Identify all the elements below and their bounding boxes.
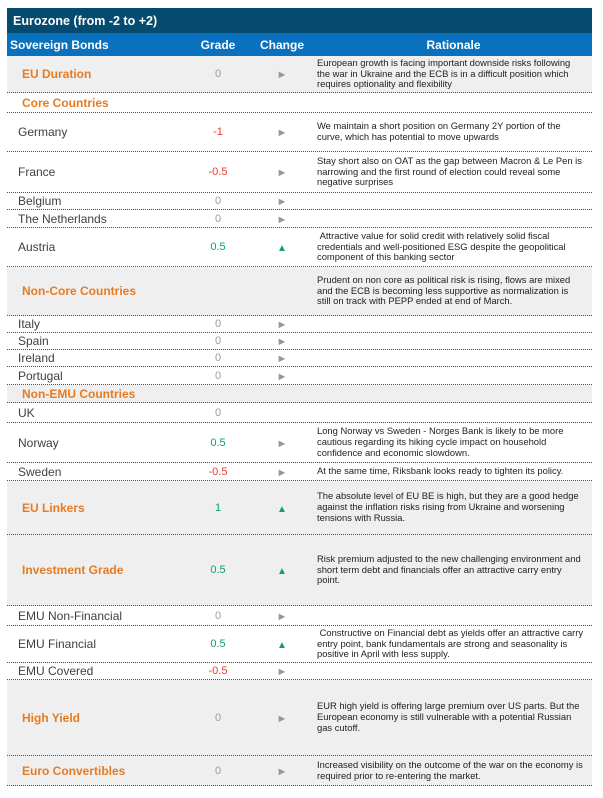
table-row-emu-non-financial <box>7 606 592 626</box>
grade-value: 0 <box>214 335 222 347</box>
right-arrow-icon: ► <box>276 712 288 725</box>
change-cell <box>249 194 315 208</box>
row-label: Austria <box>18 240 56 254</box>
column-header-change: Change <box>259 37 304 52</box>
rationale-text: European growth is facing important downside risks following the war in Ukraine and the ECB is in a difficult position which requires optionality and flexibility <box>317 56 571 90</box>
table-row-belgium <box>7 193 592 210</box>
table-row-spain <box>7 333 592 350</box>
grade-value: 0 <box>214 352 222 364</box>
grade-value: 0.5 <box>210 638 226 650</box>
row-label: Sweden <box>18 464 62 479</box>
right-arrow-icon: ► <box>276 69 288 81</box>
right-arrow-icon: ► <box>276 437 288 450</box>
up-arrow-icon: ▲ <box>277 503 287 515</box>
table-row-norway <box>7 423 592 463</box>
bond-grades-table <box>7 8 592 786</box>
change-cell <box>249 212 315 226</box>
grade-value: 0 <box>214 406 222 419</box>
row-label: EMU Non-Financial <box>18 608 123 623</box>
row-label: Ireland <box>18 351 55 365</box>
rationale-text: Prudent on non core as political risk is rising, flows are mixed and the ECB is becoming less supportive as normalization is still on track with PEPP ended at end of March. <box>317 273 571 307</box>
grade-value: 0 <box>214 711 222 724</box>
table-row-austria <box>7 228 592 267</box>
change-cell <box>249 317 315 331</box>
row-label: The Netherlands <box>18 211 107 226</box>
change-cell <box>249 67 315 81</box>
right-arrow-icon: ► <box>276 370 288 383</box>
right-arrow-icon: ► <box>276 127 288 139</box>
section-label: Non-Core Countries <box>22 284 136 298</box>
section-row-non-core-countries <box>7 267 592 316</box>
grade-value: -0.5 <box>208 465 228 478</box>
right-arrow-icon: ► <box>276 466 288 479</box>
row-label: EU Duration <box>22 67 92 81</box>
rationale-text <box>315 374 592 378</box>
table-row-ireland <box>7 350 592 367</box>
row-label: Portugal <box>18 368 63 383</box>
table-row-germany <box>7 113 592 152</box>
column-header-sovereign-bonds: Sovereign Bonds <box>10 37 109 52</box>
table-row-france <box>7 152 592 193</box>
table-row-high-yield <box>7 680 592 756</box>
up-arrow-icon: ▲ <box>277 243 287 254</box>
right-arrow-icon: ► <box>276 666 288 678</box>
grade-value: -0.5 <box>208 166 228 178</box>
table-row-eu-linkers <box>7 481 592 535</box>
rationale-text: Attractive value for solid credit with relatively solid fiscal credentials and well-positioned ESG despite the geopolitical component of this banking sector <box>317 229 566 263</box>
section-label: Non-EMU Countries <box>22 386 136 401</box>
row-label: Investment Grade <box>22 563 124 577</box>
change-cell <box>249 334 315 348</box>
right-arrow-icon: ► <box>276 196 288 208</box>
grade-value: 1 <box>214 501 222 514</box>
table-row-sweden <box>7 463 592 481</box>
row-label: UK <box>18 405 35 420</box>
row-label: Italy <box>18 317 41 331</box>
column-header-row <box>7 33 592 56</box>
right-arrow-icon: ► <box>276 167 288 179</box>
row-label: Germany <box>18 125 68 139</box>
rationale-text: Risk premium adjusted to the new challenging environment and short term debt and financials offer an attractive carry entry point. <box>317 552 581 586</box>
table-row-emu-covered <box>7 663 592 680</box>
change-cell <box>249 764 315 778</box>
table-row-eu-duration <box>7 56 592 93</box>
rationale-text: Constructive on Financial debt as yields offer an attractive carry entry point, bank fundamentals are strong and seasonality is positive in April with less supply. <box>317 626 584 660</box>
grade-value: -0.5 <box>208 665 228 677</box>
row-label: EU Linkers <box>22 500 85 515</box>
column-header-rationale: Rationale <box>426 37 481 52</box>
change-cell <box>249 351 315 365</box>
rationale-text <box>315 322 592 326</box>
table-row-portugal <box>7 367 592 385</box>
rationale-text <box>315 356 592 360</box>
rationale-text <box>315 199 592 203</box>
section-row-core-countries <box>7 93 592 113</box>
rationale-text: We maintain a short position on Germany 2Y portion of the curve, which has potential to move upwards <box>317 120 561 142</box>
rationale-text <box>315 339 592 343</box>
table-row-uk <box>7 403 592 423</box>
rationale-text <box>315 101 592 105</box>
rationale-text: EUR high yield is offering large premium over US parts. But the European economy is still vulnerable with a potential Russian gas cutoff. <box>317 700 580 733</box>
change-cell <box>249 711 315 725</box>
table-row-netherlands <box>7 210 592 228</box>
section-row-non-emu-countries <box>7 385 592 403</box>
grade-value: 0 <box>214 68 222 80</box>
table-row-investment-grade <box>7 535 592 606</box>
grade-value: -1 <box>213 126 223 138</box>
change-cell <box>249 501 315 515</box>
row-label: High Yield <box>22 710 81 725</box>
up-arrow-icon: ▲ <box>277 566 287 577</box>
rationale-text <box>315 217 592 221</box>
table-row-italy <box>7 316 592 333</box>
right-arrow-icon: ► <box>276 336 288 348</box>
grade-value: 0.5 <box>210 241 226 253</box>
up-arrow-icon: ▲ <box>277 640 287 651</box>
rationale-text: At the same time, Riksbank looks ready to tighten its policy. <box>317 465 564 477</box>
row-label: France <box>18 165 56 179</box>
change-cell <box>249 664 315 678</box>
right-arrow-icon: ► <box>276 765 288 778</box>
row-label: Euro Convertibles <box>22 763 126 778</box>
rationale-text: Increased visibility on the outcome of the war on the economy is required prior to re-entering the market. <box>317 758 583 781</box>
change-cell <box>249 369 315 383</box>
rationale-text <box>315 669 592 673</box>
right-arrow-icon: ► <box>276 213 288 226</box>
grade-value: 0 <box>214 212 222 225</box>
change-cell <box>249 637 315 651</box>
row-label: Norway <box>18 435 59 450</box>
change-cell <box>249 165 315 179</box>
row-label: Belgium <box>18 194 62 208</box>
section-label: Core Countries <box>22 95 109 110</box>
grade-value: 0.5 <box>210 564 226 576</box>
right-arrow-icon: ► <box>276 353 288 365</box>
change-cell <box>249 465 315 479</box>
grade-value: 0 <box>214 195 222 207</box>
grade-value: 0 <box>214 609 222 622</box>
grade-value: 0.5 <box>210 436 226 449</box>
change-cell <box>249 125 315 139</box>
table-row-emu-financial <box>7 626 592 663</box>
rationale-text <box>315 614 592 618</box>
right-arrow-icon: ► <box>276 610 288 623</box>
rationale-text <box>315 392 592 396</box>
row-label: Spain <box>18 334 49 348</box>
grade-value: 0 <box>214 764 222 777</box>
row-label: EMU Covered <box>18 664 94 678</box>
change-cell <box>249 436 315 450</box>
right-arrow-icon: ► <box>276 319 288 331</box>
rationale-text: Long Norway vs Sweden - Norges Bank is likely to be more cautious regarding its hiking cycle impact on household confidence and economic slowdown. <box>317 425 564 458</box>
row-label: EMU Financial <box>18 637 97 651</box>
table-row-euro-convertibles <box>7 756 592 786</box>
table-title: Eurozone (from -2 to +2) <box>7 8 592 33</box>
rationale-text <box>315 411 592 415</box>
grade-value: 0 <box>214 318 222 330</box>
change-cell <box>249 609 315 623</box>
change-cell <box>249 240 315 254</box>
rationale-text: Stay short also on OAT as the gap between Macron & Le Pen is narrowing and the first round of election could reveal some negative surprises <box>317 154 582 188</box>
column-header-grade: Grade <box>200 37 236 52</box>
grade-value: 0 <box>214 369 222 382</box>
change-cell <box>249 563 315 577</box>
rationale-text: The absolute level of EU BE is high, but they are a good hedge against the inflation risks rising from Ukraine and worsening tensions with Russia. <box>317 490 579 523</box>
